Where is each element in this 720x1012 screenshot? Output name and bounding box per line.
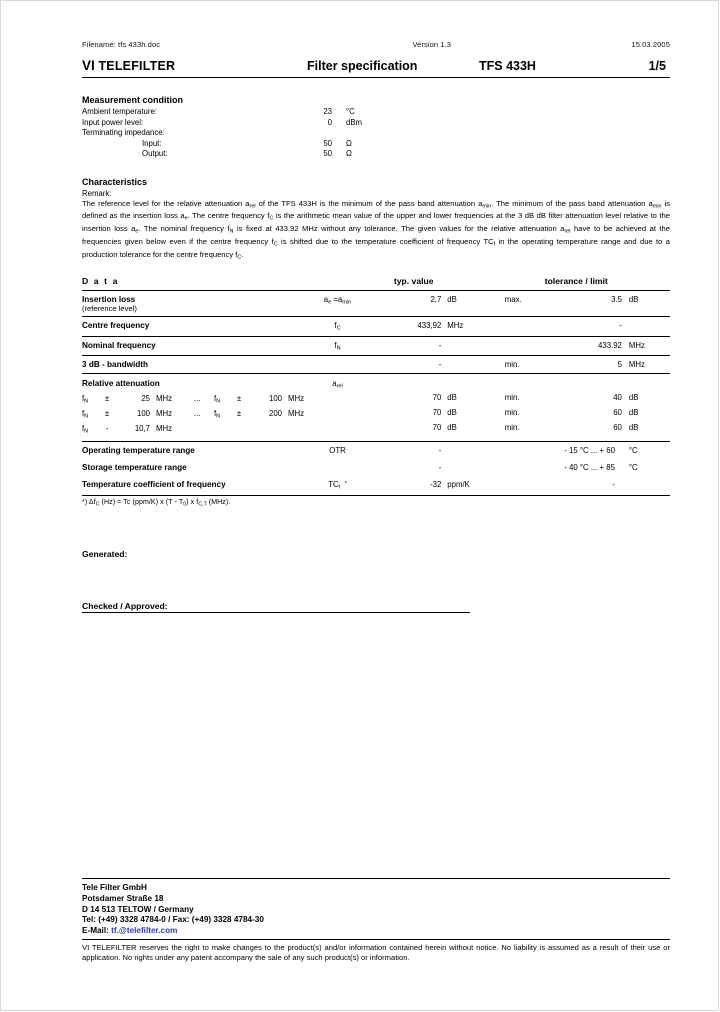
remark-seg: of the TFS 433H is the minimum of the pass band attenuation a — [255, 198, 483, 208]
legal-disclaimer: VI TELEFILTER reserves the right to make changes to the product(s) and/or information contained herein without notice. No liability is assumed as a result of their use or application. No rights under any patent accompany the sale of any such product(s) or information. — [82, 942, 670, 962]
spacer-cell — [629, 374, 670, 389]
table-row — [82, 128, 386, 139]
row-limit-qualifier — [505, 337, 573, 355]
row-label: 3 dB - bandwidth — [82, 360, 148, 370]
row-range-unit: °C — [628, 446, 638, 456]
spacer-cell — [392, 374, 447, 389]
footnote-seg: (Hz) = Tc (ppm/K) x (T - T — [99, 498, 184, 506]
row-typ-value: - — [438, 446, 442, 456]
freq-sign2: ± — [236, 394, 242, 404]
row-typ-value: 70 — [432, 408, 442, 418]
spacer-cell — [572, 374, 628, 389]
column-header-data: D a t a — [82, 276, 119, 287]
row-label: Storage temperature range — [82, 463, 187, 473]
row-range-unit: °C — [628, 463, 638, 473]
table-row — [82, 118, 386, 129]
row-limit-qualifier: min. — [504, 360, 520, 370]
freq-unit1: MHz — [156, 424, 173, 434]
company-logo — [82, 58, 307, 73]
freq-sign2: ± — [236, 409, 242, 419]
row-limit-qualifier: max. — [504, 295, 522, 305]
table-row — [82, 459, 670, 476]
document-date: 15.03.2005 — [631, 40, 670, 49]
symbol-a: TC — [328, 480, 339, 490]
company-email-line — [82, 926, 670, 937]
spacer-cell — [505, 374, 573, 389]
mc-label: Input power level: — [82, 117, 144, 127]
table-row — [82, 149, 386, 160]
row-limit-value: 40 — [613, 393, 622, 403]
freq-f2: $f_N$ — [214, 409, 221, 420]
mc-value — [294, 128, 346, 139]
table-row — [82, 139, 386, 150]
table-row — [82, 356, 670, 373]
row-label: Relative attenuation — [82, 379, 160, 389]
row-label: Nominal frequency — [82, 340, 156, 350]
row-limit-value: 3.5 — [611, 295, 622, 305]
row-typ-value: - — [438, 360, 442, 370]
company-phone: Tel: (+49) 3328 4784-0 / Fax: (+49) 3328 4784-30 — [82, 915, 264, 925]
row-limit-unit: dB — [628, 408, 639, 418]
remark-seg: is defined as the insertion loss a — [82, 198, 671, 221]
row-typ-value: -32 — [430, 480, 442, 490]
freq-f1: $f_N$ — [82, 394, 89, 405]
remark-sub: C — [237, 254, 242, 261]
frequency-range — [82, 423, 392, 441]
specification-table — [82, 276, 670, 495]
freq-num1: 100 — [136, 409, 150, 419]
row-symbol — [283, 291, 392, 316]
freq-num2: 100 — [268, 394, 282, 404]
symbol-a-sub: C — [336, 325, 341, 332]
email-label: E-Mail: — [82, 926, 112, 936]
remark-seg: is the arithmetic mean value of the upper and lower frequencies at the 3 dB dB filter attenuation level relative to the insertion loss a — [82, 211, 670, 234]
symbol-a: OTR — [329, 446, 346, 456]
remark-seg: . The nominal frequency f — [138, 224, 230, 234]
document-header-meta — [82, 40, 670, 50]
row-label: Centre frequency — [82, 321, 150, 331]
table-row — [82, 476, 670, 494]
freq-ellipsis: ... — [194, 409, 201, 419]
table-row — [82, 107, 386, 118]
footnote-seg: ) x f — [186, 498, 199, 506]
remark-label: Remark: — [82, 188, 112, 198]
page-title: Filter specification — [307, 59, 418, 73]
remark-sub: min — [652, 202, 662, 209]
row-limit-unit: dB — [628, 393, 639, 403]
signature-line — [82, 612, 470, 613]
row-limit-unit: MHz — [628, 360, 645, 370]
row-limit-value: 60 — [613, 408, 622, 418]
row-label-subtext: (reference level) — [82, 304, 137, 314]
row-typ-value: - — [438, 463, 442, 473]
row-limit-value: 60 — [613, 423, 622, 433]
table-row — [82, 408, 670, 423]
row-typ-unit: ppm/K — [447, 480, 470, 490]
remark-seg: The reference level for the relative attenuation a — [82, 198, 250, 208]
brand-name: TELEFILTER — [98, 59, 176, 73]
remark-sub: min — [482, 202, 492, 209]
row-typ-value: 70 — [432, 423, 442, 433]
remark-seg: . — [241, 250, 244, 260]
table-rule — [82, 495, 670, 496]
row-typ-unit: dB — [447, 295, 457, 305]
row-typ-unit — [447, 442, 504, 459]
remark-sub: f — [493, 241, 496, 248]
symbol-a: f — [334, 340, 337, 350]
symbol-a-sub: rel — [336, 383, 343, 390]
mc-unit: °C — [346, 107, 355, 116]
row-limit-unit: MHz — [628, 340, 645, 350]
mc-unit: Ω — [346, 138, 352, 148]
row-typ-unit — [447, 337, 504, 355]
footnote-marker: * — [344, 480, 347, 487]
footnote-seg: *) Δf — [82, 498, 96, 506]
row-limit-value: 433.92 — [598, 340, 622, 350]
row-limit-qualifier: min. — [504, 408, 520, 418]
row-limit-value: - — [619, 321, 622, 331]
row-typ-unit — [447, 459, 504, 476]
remark-sub: e — [135, 228, 139, 235]
row-symbol — [283, 459, 392, 476]
row-typ-unit — [447, 356, 504, 373]
freq-unit2: MHz — [288, 409, 305, 419]
measurement-condition-table — [82, 107, 386, 160]
footer-divider-top — [82, 878, 670, 879]
row-typ-unit: dB — [447, 423, 457, 433]
company-city: D 14 513 TELTOW / Germany — [82, 904, 194, 914]
remark-seg: . The minimum of the pass band attenuation a — [491, 198, 653, 208]
table-row — [82, 442, 670, 459]
freq-f1: $f_N$ — [82, 424, 89, 435]
symbol-a-sub: e — [328, 299, 332, 306]
table-row — [82, 389, 670, 408]
email-link[interactable]: tf.@telefilter.com — [111, 926, 178, 936]
remark-sub: e — [184, 215, 188, 222]
table-row — [82, 337, 670, 355]
mc-label: Output: — [142, 149, 168, 158]
frequency-range — [82, 408, 392, 423]
row-typ-value: 70 — [432, 393, 442, 403]
generated-signature-space[interactable] — [82, 559, 670, 601]
mc-value: 50 — [323, 138, 332, 148]
footnote-sub: C,T — [198, 500, 207, 507]
remark-seg: . The centre frequency f — [187, 211, 270, 221]
row-limit-qualifier: min. — [504, 423, 520, 433]
row-typ-value: 2,7 — [430, 295, 442, 305]
freq-num1: 25 — [141, 394, 150, 404]
freq-num2: 200 — [268, 409, 282, 419]
company-name: Tele Filter GmbH — [82, 883, 147, 892]
freq-ellipsis: ... — [194, 394, 201, 404]
symbol-b-sub: min — [342, 299, 352, 306]
row-label: Operating temperature range — [82, 446, 195, 456]
column-header-tolerance-limit: tolerance / limit — [544, 276, 608, 287]
company-street: Potsdamer Straße 18 — [82, 893, 164, 903]
row-symbol — [283, 337, 392, 355]
footnote-sub: C — [95, 500, 100, 507]
row-limit-unit: dB — [628, 295, 639, 305]
remark-seg: is shifted due to the temperature coefficient of frequency TC — [277, 237, 494, 247]
row-symbol — [283, 476, 392, 494]
mc-value: 0 — [327, 117, 332, 127]
remark-sub: C — [273, 241, 278, 248]
table-row — [82, 374, 670, 389]
row-limit-unit — [629, 317, 670, 335]
mc-value: 23 — [323, 107, 332, 116]
remark-seg: in the operating temperature range and due to a production tolerance for the centre frequency f — [82, 237, 670, 260]
remark-seg: have to be achieved at the frequencies given below even if the centre frequency f — [82, 224, 670, 247]
remark-sub: N — [229, 228, 234, 235]
row-symbol — [283, 317, 392, 335]
mc-label: Input: — [142, 138, 162, 148]
spacer-cell — [447, 374, 504, 389]
freq-unit2: MHz — [288, 394, 305, 404]
remark-sub: rel — [564, 228, 571, 235]
generated-label: Generated: — [82, 548, 128, 559]
frequency-range — [82, 389, 392, 408]
footer-divider-bottom — [82, 939, 670, 940]
freq-sign1: ± — [104, 409, 110, 419]
freq-f1: $f_N$ — [82, 409, 89, 420]
symbol-a: f — [334, 321, 337, 331]
freq-num1: 10,7 — [134, 424, 150, 434]
page-footer — [82, 878, 670, 963]
row-limit-unit: dB — [628, 423, 639, 433]
table-header-row — [82, 276, 670, 290]
row-range-unit — [629, 476, 670, 494]
row-label — [82, 291, 283, 316]
mc-unit — [346, 128, 386, 139]
row-limit-qualifier — [505, 317, 573, 335]
symbol-a-sub: N — [336, 345, 341, 352]
mc-label: Ambient temperature: — [82, 107, 157, 116]
row-limit-value: 5 — [617, 360, 622, 370]
remark-sub: C — [269, 215, 274, 222]
characteristics-heading: Characteristics — [82, 176, 148, 187]
remark-sub: rel — [249, 202, 256, 209]
column-header-typ-value: typ. value — [393, 276, 434, 287]
freq-f2: $f_N$ — [214, 394, 221, 405]
symbol-a: a — [323, 295, 329, 305]
row-symbol — [283, 356, 392, 373]
symbol-a-sub: f — [338, 484, 341, 491]
row-typ-unit: dB — [447, 393, 457, 403]
table-row — [82, 317, 670, 335]
mc-unit: dBm — [346, 117, 363, 127]
part-number: TFS 433H — [479, 59, 536, 73]
row-symbol — [283, 442, 392, 459]
row-label-text: Insertion loss — [82, 295, 136, 305]
row-limit-qualifier: min. — [504, 393, 520, 403]
row-typ-value: - — [438, 340, 442, 350]
row-range-text: - — [612, 480, 615, 490]
symbol-b: =a — [331, 295, 343, 305]
freq-sign1: ± — [104, 394, 110, 404]
document-title-bar — [82, 58, 670, 76]
column-header-symbol — [283, 276, 392, 290]
remark-text — [82, 199, 670, 264]
freq-unit1: MHz — [156, 394, 173, 404]
row-range-text: - 40 °C ... + 85 — [564, 463, 615, 473]
brand-mark: VI — [82, 58, 95, 73]
page-content — [82, 40, 670, 613]
footnote-seg: (MHz). — [206, 498, 231, 506]
table-row — [82, 423, 670, 441]
row-typ-unit: dB — [447, 408, 457, 418]
signoff-section — [82, 549, 670, 613]
page-number: 1/5 — [648, 59, 666, 73]
table-row — [82, 291, 670, 316]
checked-approved-label: Checked / Approved: — [82, 600, 168, 611]
row-label: Temperature coefficient of frequency — [82, 480, 226, 490]
mc-label: Terminating impedance: — [82, 128, 165, 137]
freq-unit1: MHz — [156, 409, 173, 419]
company-address — [82, 883, 670, 937]
footnote-sub: 0 — [183, 500, 187, 507]
row-typ-value: 433,92 — [417, 321, 442, 331]
row-range-text: - 15 °C ... + 60 — [564, 446, 615, 456]
remark-seg: is fixed at 433.92 MHz without any tolerance. The given values for the relative attenuation a — [233, 224, 565, 234]
filename-label: Filename: tfs 433h.doc — [82, 40, 161, 49]
table-footnote — [82, 499, 670, 507]
row-symbol — [283, 374, 392, 389]
freq-sign1: - — [105, 424, 109, 434]
mc-value: 50 — [323, 149, 332, 158]
symbol-a: a — [332, 379, 337, 389]
row-typ-unit: MHz — [447, 321, 464, 331]
version-label: Version 1.3 — [412, 40, 452, 49]
mc-unit: Ω — [346, 149, 352, 158]
measurement-condition-heading: Measurement condition — [82, 95, 184, 105]
header-divider — [82, 77, 670, 78]
